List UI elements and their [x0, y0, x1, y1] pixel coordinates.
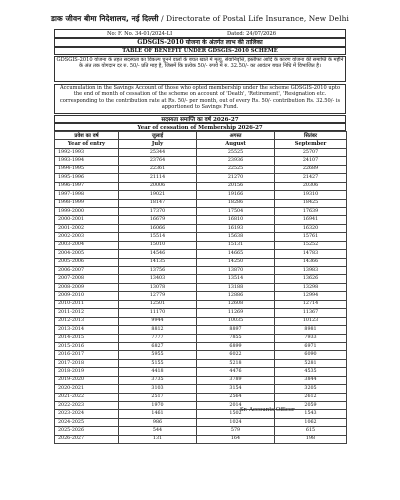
- september-value-cell: 25707: [275, 148, 347, 156]
- july-value-cell: 2517: [119, 393, 197, 401]
- july-value-cell: 16066: [119, 224, 197, 232]
- july-value-cell: 3735: [119, 376, 197, 384]
- july-value-cell: 22361: [119, 165, 197, 173]
- col-header-september-hi: सितंबर: [275, 132, 347, 140]
- july-value-cell: 986: [119, 418, 197, 426]
- august-value-cell: 10035: [197, 317, 275, 325]
- july-value-cell: 14135: [119, 258, 197, 266]
- august-value-cell: 164: [197, 435, 275, 443]
- table-row: [55, 283, 347, 291]
- col-header-september: September: [275, 140, 347, 148]
- september-value-cell: 17639: [275, 207, 347, 215]
- august-value-cell: 15638: [197, 233, 275, 241]
- table-row: [55, 207, 347, 215]
- year-of-entry-cell: 2017-2018: [55, 359, 119, 367]
- august-value-cell: 18286: [197, 199, 275, 207]
- signatory: Sr. Accounts Officer: [240, 407, 295, 413]
- august-value-cell: 3789: [197, 376, 275, 384]
- september-value-cell: 1543: [275, 410, 347, 418]
- july-value-cell: 8812: [119, 326, 197, 334]
- august-value-cell: 21270: [197, 174, 275, 182]
- august-value-cell: 2014: [197, 402, 275, 410]
- july-value-cell: 3103: [119, 385, 197, 393]
- july-value-cell: 15514: [119, 233, 197, 241]
- year-of-entry-cell: 2005-2006: [55, 258, 119, 266]
- year-of-entry-cell: 2001-2002: [55, 224, 119, 232]
- july-value-cell: 544: [119, 427, 197, 435]
- table-row: [55, 351, 347, 359]
- year-of-entry-cell: 2004-2005: [55, 250, 119, 258]
- september-value-cell: 4535: [275, 368, 347, 376]
- col-header-july-hi: जुलाई: [119, 132, 197, 140]
- july-value-cell: 131: [119, 435, 197, 443]
- august-value-cell: 5218: [197, 359, 275, 367]
- september-value-cell: 12714: [275, 300, 347, 308]
- august-value-cell: 1502: [197, 410, 275, 418]
- title-english: Directorate of Postal Life Insurance, New Delhi: [166, 14, 349, 23]
- year-of-entry-cell: 2009-2010: [55, 292, 119, 300]
- table-row: [55, 216, 347, 224]
- august-value-cell: 22525: [197, 165, 275, 173]
- july-value-cell: 20006: [119, 182, 197, 190]
- table-row: [55, 385, 347, 393]
- table-title: TABLE OF BENEFIT UNDER GDSGIS-2010 SCHEME: [54, 47, 346, 55]
- september-value-cell: 6971: [275, 342, 347, 350]
- table-row: [55, 410, 347, 418]
- col-header-august: August: [197, 140, 275, 148]
- august-value-cell: 14665: [197, 250, 275, 258]
- august-value-cell: 13870: [197, 267, 275, 275]
- july-value-cell: 13756: [119, 267, 197, 275]
- july-value-cell: 9944: [119, 317, 197, 325]
- table-row: [55, 241, 347, 249]
- september-value-cell: 16320: [275, 224, 347, 232]
- table-row: [55, 359, 347, 367]
- july-value-cell: 17370: [119, 207, 197, 215]
- july-value-cell: 6827: [119, 342, 197, 350]
- table-row: [55, 191, 347, 199]
- july-value-cell: 5955: [119, 351, 197, 359]
- table-row: [55, 342, 347, 350]
- august-value-cell: 23936: [197, 157, 275, 165]
- september-value-cell: 10123: [275, 317, 347, 325]
- title-hindi: डाक जीवन बीमा निदेशालय, नई दिल्ली: [51, 14, 159, 23]
- header-row-hindi: [55, 132, 347, 140]
- year-of-entry-cell: 2002-2003: [55, 233, 119, 241]
- table-row: [55, 182, 347, 190]
- year-of-entry-cell: 1994-1995: [55, 165, 119, 173]
- september-value-cell: 24107: [275, 157, 347, 165]
- september-value-cell: 8981: [275, 326, 347, 334]
- august-value-cell: 16193: [197, 224, 275, 232]
- year-of-entry-cell: 2003-2004: [55, 241, 119, 249]
- july-value-cell: 13078: [119, 283, 197, 291]
- year-of-entry-cell: 2016-2017: [55, 351, 119, 359]
- year-of-entry-cell: 2023-2024: [55, 410, 119, 418]
- august-value-cell: 579: [197, 427, 275, 435]
- year-of-entry-cell: 2000-2001: [55, 216, 119, 224]
- september-value-cell: 20306: [275, 182, 347, 190]
- table-row: [55, 199, 347, 207]
- year-of-entry-cell: 2014-2015: [55, 334, 119, 342]
- september-value-cell: 13983: [275, 267, 347, 275]
- english-paragraph: Accumulation in the Savings Account of those who opted membership under the scheme GDSGIS-2010 upto the end of month of cessation of the scheme on account of 'Death', 'Retirement', 'Resignation etc. corresponding to the contribution rate at Rs. 50/- per month, out of every Rs. 50/- contribution Rs. 32.50/- is apportioned to Savings Fund.: [54, 84, 346, 114]
- july-value-cell: 15010: [119, 241, 197, 249]
- september-value-cell: 615: [275, 427, 347, 435]
- september-value-cell: 14783: [275, 250, 347, 258]
- august-value-cell: 7855: [197, 334, 275, 342]
- july-value-cell: 16679: [119, 216, 197, 224]
- august-value-cell: 4476: [197, 368, 275, 376]
- title-separator: /: [158, 14, 167, 23]
- august-value-cell: 11269: [197, 309, 275, 317]
- september-value-cell: 16941: [275, 216, 347, 224]
- table-body: [55, 148, 347, 443]
- july-value-cell: 5155: [119, 359, 197, 367]
- august-value-cell: 20156: [197, 182, 275, 190]
- cessation-heading-english: Year of cessation of Membership 2026-27: [54, 123, 346, 131]
- august-value-cell: 17504: [197, 207, 275, 215]
- table-row: [55, 376, 347, 384]
- year-of-entry-cell: 2021-2022: [55, 393, 119, 401]
- august-value-cell: 13188: [197, 283, 275, 291]
- table-row: [55, 174, 347, 182]
- september-value-cell: 13626: [275, 275, 347, 283]
- col-header-entry-hi: प्रवेश का वर्ष: [55, 132, 119, 140]
- july-value-cell: 4418: [119, 368, 197, 376]
- august-value-cell: 8897: [197, 326, 275, 334]
- year-of-entry-cell: 2013-2014: [55, 326, 119, 334]
- table-row: [55, 368, 347, 376]
- year-of-entry-cell: 2010-2011: [55, 300, 119, 308]
- july-value-cell: 18147: [119, 199, 197, 207]
- header-row-english: [55, 140, 347, 148]
- year-of-entry-cell: 1993-1994: [55, 157, 119, 165]
- table-row: [55, 393, 347, 401]
- table-row: [55, 233, 347, 241]
- year-of-entry-cell: 2015-2016: [55, 342, 119, 350]
- august-value-cell: 19166: [197, 191, 275, 199]
- year-of-entry-cell: 1995-1996: [55, 174, 119, 182]
- september-value-cell: 7933: [275, 334, 347, 342]
- september-value-cell: 5281: [275, 359, 347, 367]
- table-row: [55, 418, 347, 426]
- september-value-cell: 12994: [275, 292, 347, 300]
- date-label: Dated: 24/07/2026: [227, 31, 277, 37]
- table-row: [55, 165, 347, 173]
- table-row: [55, 317, 347, 325]
- table-row: [55, 275, 347, 283]
- september-value-cell: 15252: [275, 241, 347, 249]
- year-of-entry-cell: 1992-1993: [55, 148, 119, 156]
- year-of-entry-cell: 2024-2025: [55, 418, 119, 426]
- september-value-cell: 11367: [275, 309, 347, 317]
- august-value-cell: 13514: [197, 275, 275, 283]
- year-of-entry-cell: 2019-2020: [55, 376, 119, 384]
- table-row: [55, 427, 347, 435]
- table-row: [55, 334, 347, 342]
- july-value-cell: 25344: [119, 148, 197, 156]
- table-row: [55, 258, 347, 266]
- year-of-entry-cell: 2011-2012: [55, 309, 119, 317]
- year-of-entry-cell: 1996-1997: [55, 182, 119, 190]
- july-value-cell: 1970: [119, 402, 197, 410]
- benefit-table: [54, 131, 347, 444]
- july-value-cell: 7777: [119, 334, 197, 342]
- september-value-cell: 2612: [275, 393, 347, 401]
- july-value-cell: 12779: [119, 292, 197, 300]
- col-header-august-hi: अगस्त: [197, 132, 275, 140]
- july-value-cell: 1461: [119, 410, 197, 418]
- august-value-cell: 15131: [197, 241, 275, 249]
- august-value-cell: 25525: [197, 148, 275, 156]
- year-of-entry-cell: 2018-2019: [55, 368, 119, 376]
- july-value-cell: 13403: [119, 275, 197, 283]
- august-value-cell: 6022: [197, 351, 275, 359]
- table-row: [55, 309, 347, 317]
- september-value-cell: 19310: [275, 191, 347, 199]
- september-value-cell: 3205: [275, 385, 347, 393]
- august-value-cell: 2564: [197, 393, 275, 401]
- year-of-entry-cell: 2007-2008: [55, 275, 119, 283]
- year-of-entry-cell: 1998-1999: [55, 199, 119, 207]
- table-row: [55, 326, 347, 334]
- september-value-cell: 3844: [275, 376, 347, 384]
- september-value-cell: 13298: [275, 283, 347, 291]
- july-value-cell: 12501: [119, 300, 197, 308]
- year-of-entry-cell: 2022-2023: [55, 402, 119, 410]
- cessation-heading-hindi: सदस्यता समाप्ति का वर्ष 2026-27: [54, 115, 346, 123]
- august-value-cell: 12608: [197, 300, 275, 308]
- september-value-cell: 1062: [275, 418, 347, 426]
- august-value-cell: 14250: [197, 258, 275, 266]
- reference-row: [54, 29, 346, 38]
- table-row: [55, 292, 347, 300]
- september-value-cell: 22689: [275, 165, 347, 173]
- july-value-cell: 23764: [119, 157, 197, 165]
- september-value-cell: 21427: [275, 174, 347, 182]
- august-value-cell: 6899: [197, 342, 275, 350]
- table-row: [55, 148, 347, 156]
- year-of-entry-cell: 2008-2009: [55, 283, 119, 291]
- september-value-cell: 14366: [275, 258, 347, 266]
- file-number: No: F. No. 34-01/2024-LI: [107, 31, 173, 37]
- september-value-cell: 18425: [275, 199, 347, 207]
- table-row: [55, 157, 347, 165]
- august-value-cell: 3154: [197, 385, 275, 393]
- september-value-cell: 198: [275, 435, 347, 443]
- year-of-entry-cell: 2025-2026: [55, 427, 119, 435]
- year-of-entry-cell: 2006-2007: [55, 267, 119, 275]
- september-value-cell: 15761: [275, 233, 347, 241]
- col-header-july: July: [119, 140, 197, 148]
- september-value-cell: 6090: [275, 351, 347, 359]
- year-of-entry-cell: 1997-1998: [55, 191, 119, 199]
- july-value-cell: 11170: [119, 309, 197, 317]
- july-value-cell: 21114: [119, 174, 197, 182]
- year-of-entry-cell: 2020-2021: [55, 385, 119, 393]
- august-value-cell: 1024: [197, 418, 275, 426]
- year-of-entry-cell: 1999-2000: [55, 207, 119, 215]
- col-header-entry: Year of entry: [55, 140, 119, 148]
- table-row: [55, 267, 347, 275]
- scheme-title: GDSGIS-2010 योजना के अंतर्गत लाभ की तालिका: [54, 38, 346, 47]
- year-of-entry-cell: 2012-2013: [55, 317, 119, 325]
- table-row: [55, 250, 347, 258]
- august-value-cell: 16810: [197, 216, 275, 224]
- page-title: [0, 14, 400, 24]
- table-row: [55, 300, 347, 308]
- july-value-cell: 14546: [119, 250, 197, 258]
- july-value-cell: 19021: [119, 191, 197, 199]
- table-row: [55, 435, 347, 443]
- august-value-cell: 12886: [197, 292, 275, 300]
- table-row: [55, 224, 347, 232]
- year-of-entry-cell: 2026-2027: [55, 435, 119, 443]
- table-row: [55, 402, 347, 410]
- hindi-paragraph: GDSGIS-2010 योजना के तहत सदस्यता का विकल्प चुनने वालों के बचत खाते में मृत्यु, सेवानिवृत्ति, इस्तीफा आदि के कारण योजना की समाप्ति के महीने के अंत तक योगदान दर रु. 50/- प्रति माह है, जिसमें कि प्रत्येक 50/- रुपये में रु. 32.50/- का आवंटन बचत निधि में विभाजित है।: [54, 56, 346, 82]
- september-value-cell: 2059: [275, 402, 347, 410]
